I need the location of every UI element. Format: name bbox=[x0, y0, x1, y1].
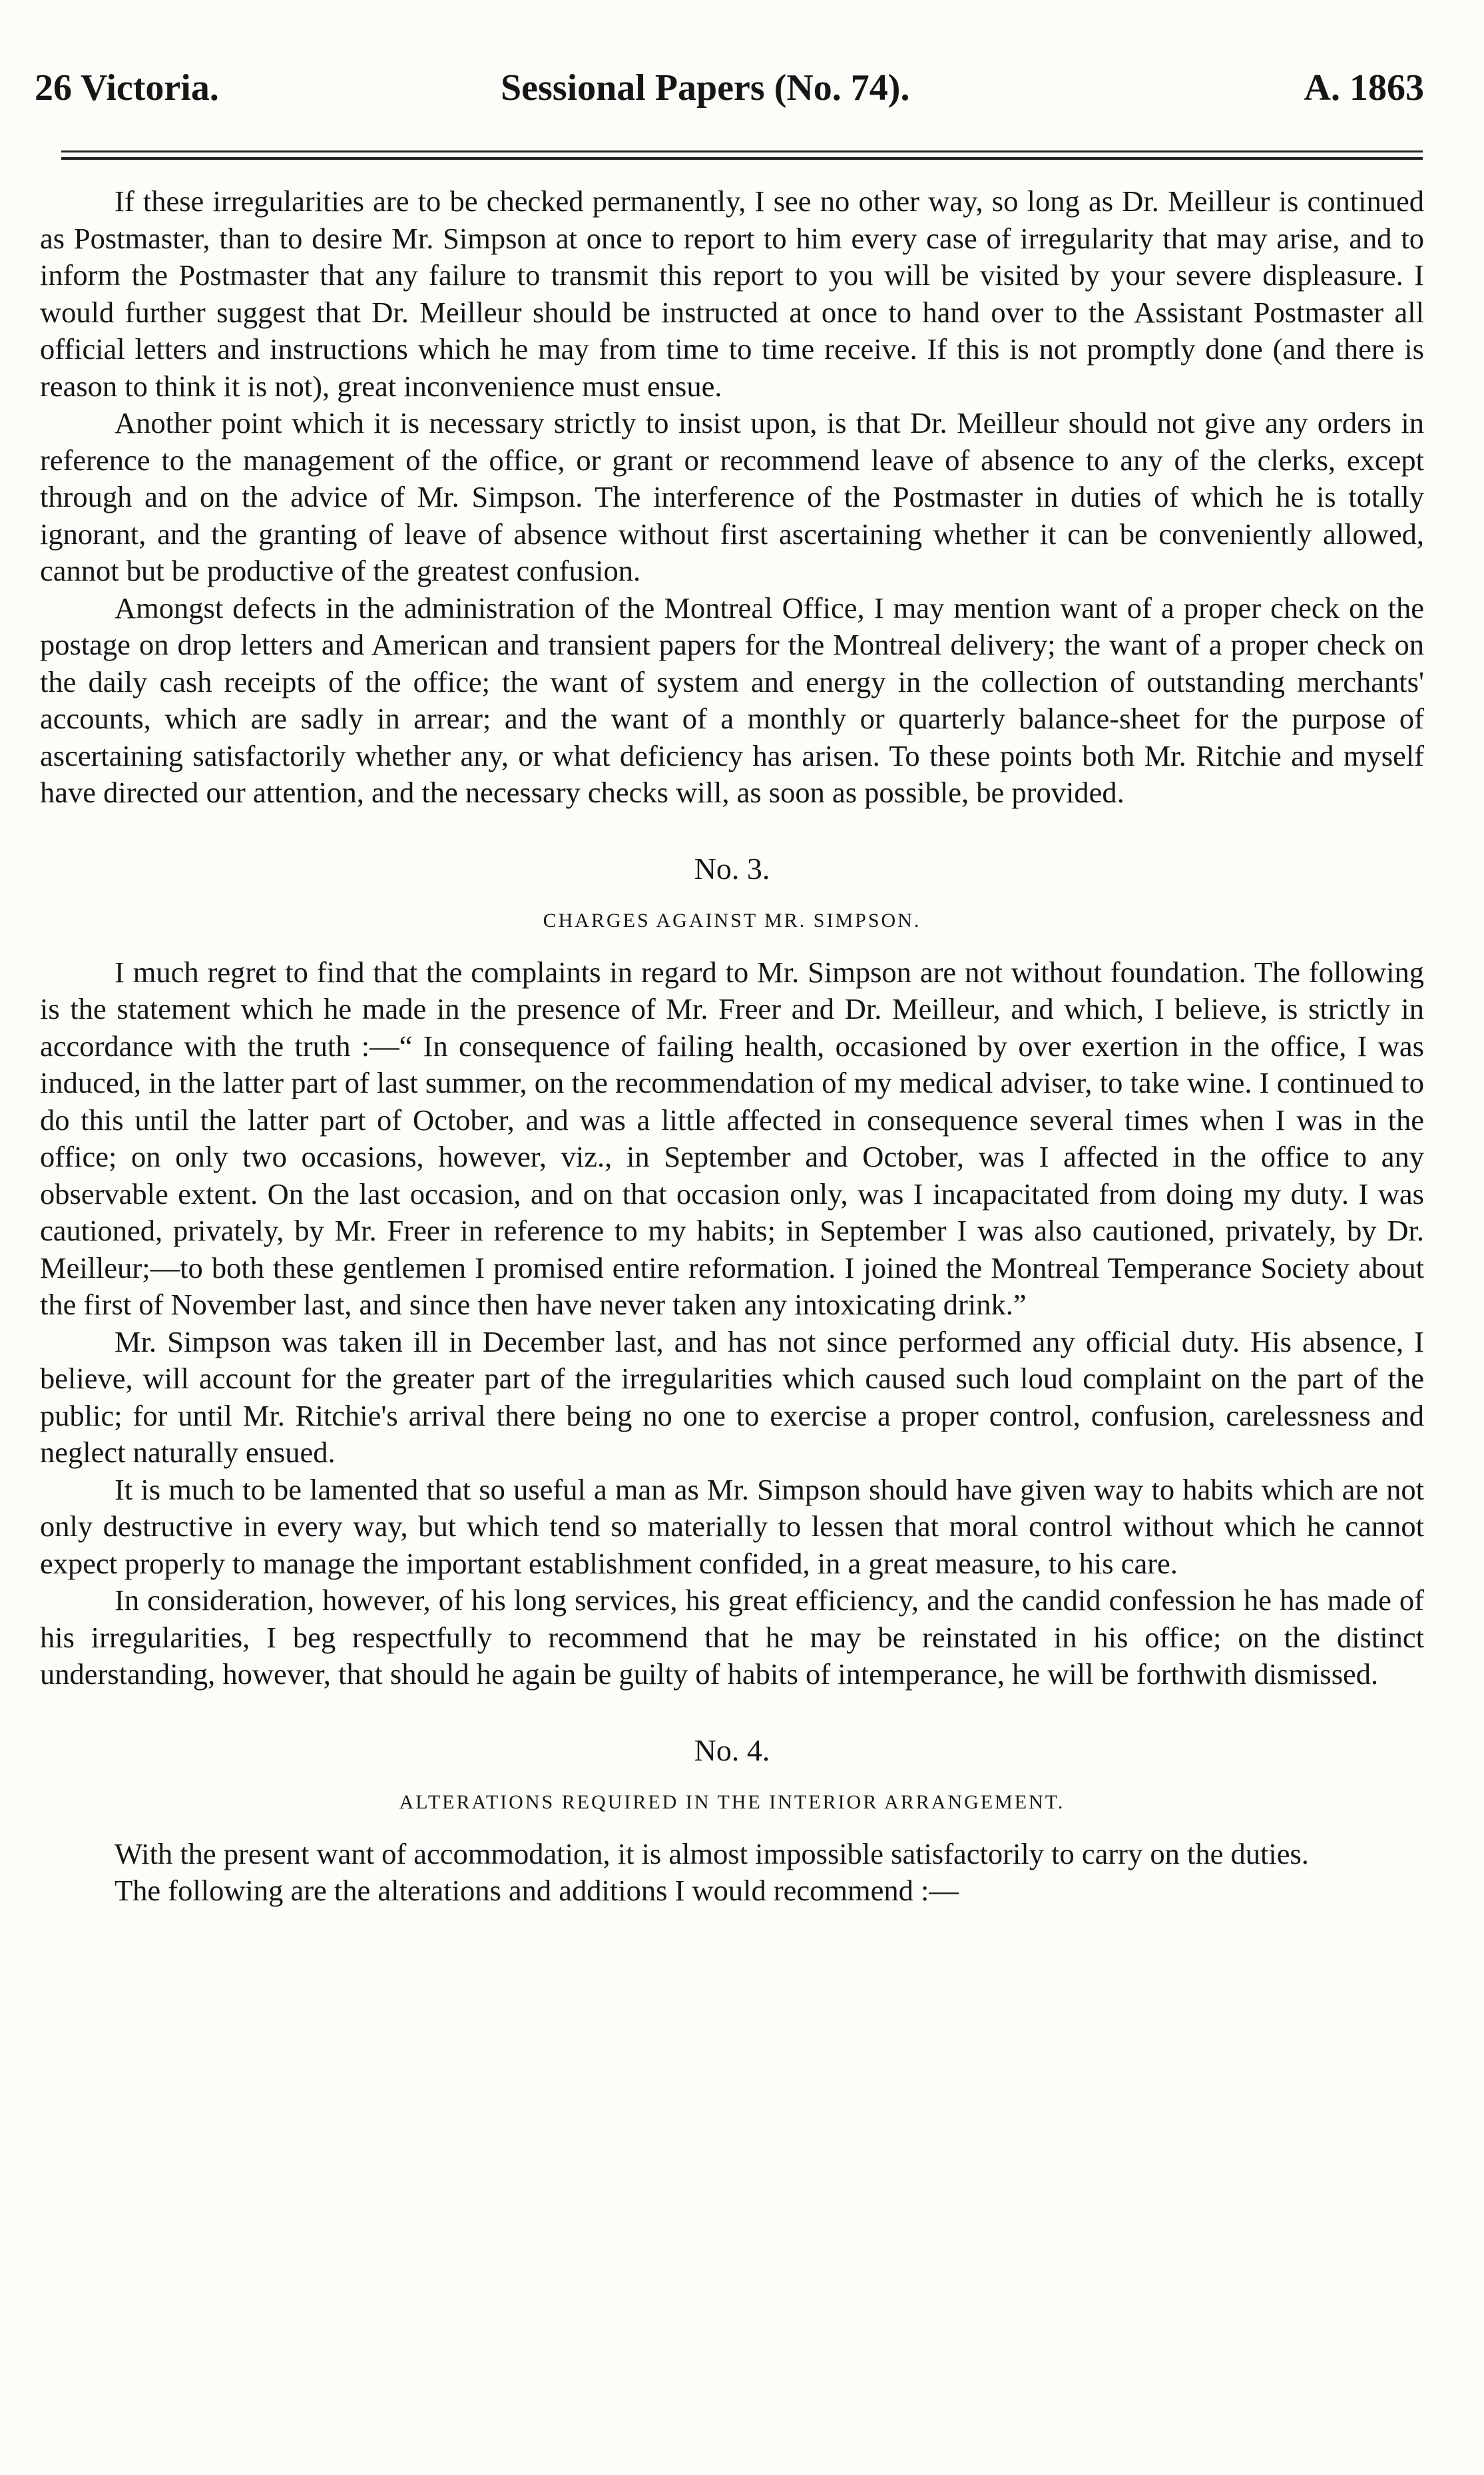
paragraph: With the present want of accommodation, it is almost impossible satisfactorily to carry on the duties. bbox=[115, 1836, 1309, 1870]
header-session: 26 Victoria. bbox=[35, 67, 219, 109]
section-heading: ALTERATIONS REQUIRED IN THE INTERIOR ARRANGEMENT. bbox=[399, 1790, 1065, 1813]
header-rule-bottom bbox=[61, 157, 1423, 160]
paragraph: Mr. Simpson was taken ill in December last, and has not since performed any official duty. His absence, I believe, will account for the greater part of the irregularities which caused such loud complaint on the part of the public; for until Mr. Ritchie's arrival there being no one to exercise a proper control, confusion, carelessness and neglect naturally ensued. bbox=[40, 1324, 1424, 1469]
paragraph: It is much to be lamented that so useful a man as Mr. Simpson should have given way to habits which are not only destructive in every way, but which tend so materially to lessen that moral control without which he cannot expect properly to manage the important establishment confided, in a great measure, to his care. bbox=[40, 1472, 1424, 1580]
running-header bbox=[35, 64, 1424, 112]
header-year: A. 1863 bbox=[1304, 67, 1424, 109]
paragraph: I much regret to find that the complaints in regard to Mr. Simpson are not without foundation. The following is the statement which he made in the presence of Mr. Freer and Dr. Meilleur, and which, I believe, is strictly in accordance with the truth :—“ In consequence of failing health, occasioned by over exertion in the office, I was induced, in the latter part of last summer, on the recommendation of my medical adviser, to take wine. I continued to do this until the latter part of October, and was a little affected in consequence several times when I was in the office; on only two occasions, however, viz., in September and October, was I affected in the office to any observable extent. On the last occasion, and on that occasion only, was I incapacitated from doing my duty. I was cautioned, privately, by Mr. Freer in reference to my habits; in September I was also cautioned, privately, by Dr. Meilleur;—to both these gentlemen I promised entire reformation. I joined the Montreal Temperance Society about the first of November last, and since then have never taken any intoxicating drink.” bbox=[40, 955, 1424, 1321]
paragraph: Amongst defects in the administration of the Montreal Office, I may mention want of a proper check on the postage on drop letters and American and transient papers for the Montreal delivery; the want of a proper check on the daily cash receipts of the office; the want of system and energy in the collection of outstanding merchants' accounts, which are sadly in arrear; and the want of a monthly or quarterly balance-sheet for the purpose of ascertaining satisfactorily whether any, or what deficiency has arisen. To these points both Mr. Ritchie and myself have directed our attention, and the necessary checks will, as soon as possible, be provided. bbox=[40, 591, 1424, 809]
header-rule-top bbox=[61, 150, 1423, 152]
paragraph: In consideration, however, of his long services, his great efficiency, and the candid confession he has made of his irregularities, I beg respectfully to recommend that he may be reinstated in his office; on the distinct understanding, however, that should he again be guilty of habits of intemperance, he will be forthwith dismissed. bbox=[40, 1583, 1424, 1691]
paragraph: Another point which it is necessary strictly to insist upon, is that Dr. Meilleur should not give any orders in reference to the management of the office, or grant or recommend leave of absence to any of the clerks, except through and on the advice of Mr. Simpson. The interference of the Postmaster in duties of which he is totally ignorant, and the granting of leave of absence without first ascertaining whether it can be conveniently allowed, cannot but be productive of the greatest confusion. bbox=[40, 406, 1424, 587]
section-heading: CHARGES AGAINST MR. SIMPSON. bbox=[543, 909, 921, 932]
document-body bbox=[40, 183, 1424, 1910]
section-number: No. 3. bbox=[694, 851, 770, 886]
paragraph: If these irregularities are to be checked permanently, I see no other way, so long as Dr. Meilleur is continued as Postmaster, than to desire Mr. Simpson at once to report to him every case of irregularity that may arise, and to inform the Postmaster that any failure to transmit this report to you will be visited by your severe displeasure. I would further suggest that Dr. Meilleur should be instructed at once to hand over to the Assistant Postmaster all official letters and instructions which he may from time to time receive. If this is not promptly done (and there is reason to think it is not), great inconvenience must ensue. bbox=[40, 184, 1424, 403]
section-number: No. 4. bbox=[694, 1733, 770, 1767]
header-title: Sessional Papers (No. 74). bbox=[501, 67, 910, 109]
paragraph: The following are the alterations and additions I would recommend :— bbox=[115, 1874, 959, 1907]
